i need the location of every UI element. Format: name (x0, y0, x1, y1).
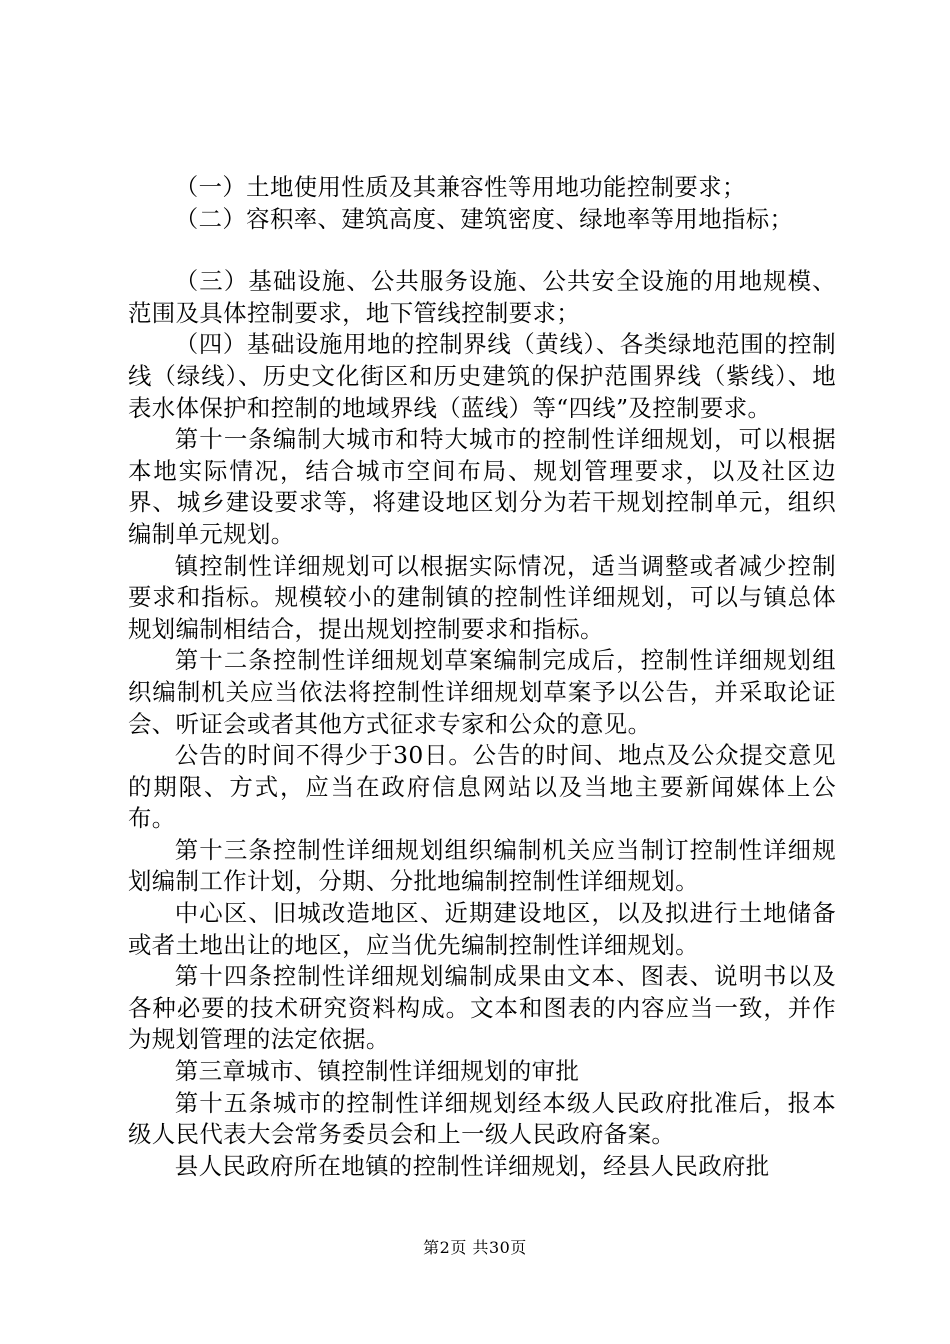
paragraph-item-4: （四）基础设施用地的控制界线（黄线）、各类绿地范围的控制线（绿线）、历史文化街区和历史建筑的保护范围界线（紫线）、地表水体保护和控制的地域界线（蓝线）等“四线”及控制要求。 (128, 330, 836, 422)
document-body (128, 172, 836, 1182)
article-14-paragraph: 第十四条控制性详细规划编制成果由文本、图表、说明书以及各种必要的技术研究资料构成。文本和图表的内容应当一致，并作为规划管理的法定依据。 (128, 962, 836, 1054)
priority-areas-paragraph: 中心区、旧城改造地区、近期建设地区，以及拟进行土地储备或者土地出让的地区，应当优先编制控制性详细规划。 (128, 899, 836, 959)
paragraph-item-2: （二）容积率、建筑高度、建筑密度、绿地率等用地指标； (174, 204, 794, 233)
article-11-paragraph: 第十一条编制大城市和特大城市的控制性详细规划，可以根据本地实际情况，结合城市空间布局、规划管理要求，以及社区边界、城乡建设要求等，将建设地区划分为若干规划控制单元，组织编制单元规划。 (128, 425, 836, 548)
announcement-paragraph: 公告的时间不得少于30日。公告的时间、地点及公众提交意见的期限、方式，应当在政府信息网站以及当地主要新闻媒体上公布。 (128, 741, 836, 833)
paragraph-item-1: （一）土地使用性质及其兼容性等用地功能控制要求； (174, 173, 746, 201)
article-15-paragraph: 第十五条城市的控制性详细规划经本级人民政府批准后，报本级人民代表大会常务委员会和上一级人民政府备案。 (128, 1088, 836, 1149)
county-town-paragraph: 县人民政府所在地镇的控制性详细规划，经县人民政府批 (174, 1151, 770, 1180)
article-13-paragraph: 第十三条控制性详细规划组织编制机关应当制订控制性详细规划编制工作计划，分期、分批地编制控制性详细规划。 (128, 835, 836, 896)
article-12-paragraph: 第十二条控制性详细规划草案编制完成后，控制性详细规划组织编制机关应当依法将控制性详细规划草案予以公告，并采取论证会、听证会或者其他方式征求专家和公众的意见。 (128, 646, 836, 738)
page-number-footer: 第2页 共30页 (423, 1238, 527, 1257)
town-plan-paragraph: 镇控制性详细规划可以根据实际情况，适当调整或者减少控制要求和指标。规模较小的建制镇的控制性详细规划，可以与镇总体规划编制相结合，提出规划控制要求和指标。 (128, 551, 836, 643)
chapter-3-heading: 第三章城市、镇控制性详细规划的审批 (174, 1057, 580, 1086)
paragraph-item-3: （三）基础设施、公共服务设施、公共安全设施的用地规模、范围及具体控制要求，地下管线控制要求； (128, 267, 836, 327)
